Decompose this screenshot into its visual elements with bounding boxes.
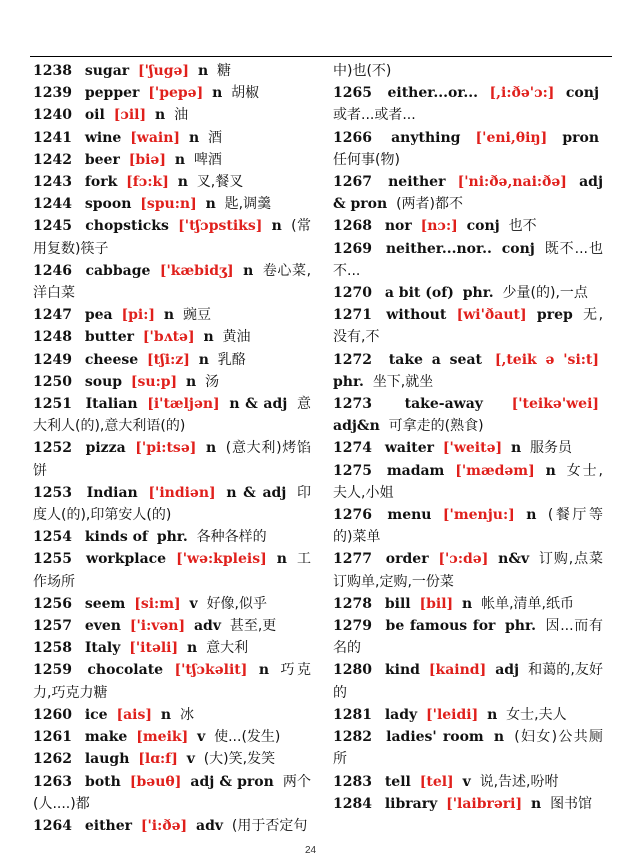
entry-phonetic: ['pepə] [148,85,204,102]
vocab-entry [333,82,603,126]
entry-word: pepper [84,85,140,102]
entry-number: 1243 [33,174,72,191]
vocab-entry [33,704,311,726]
entry-part-of-speech: conj [466,218,500,235]
entry-number: 1281 [333,706,372,723]
entry-number: 1259 [33,662,72,679]
vocab-entry [333,127,603,171]
entry-meaning: 图书馆 [550,795,593,812]
entry-phonetic: [nɔ:] [420,218,458,235]
vocab-entry [33,593,311,615]
entry-number: 1244 [33,196,72,213]
entry-number: 1258 [33,640,72,657]
vocab-entry [333,238,603,282]
entry-number: 1274 [333,440,372,457]
entry-part-of-speech: v [197,729,206,746]
entry-part-of-speech: phr. [156,529,188,546]
entry-word: pizza [85,440,126,457]
entry-meaning: 各种各样的 [196,529,267,546]
entry-meaning: 汤 [205,373,220,390]
entry-number: 1271 [333,307,372,324]
top-rule [30,56,612,57]
entry-number: 1265 [333,85,372,102]
vocab-entry [33,82,311,104]
entry-word: ice [84,706,108,723]
entry-part-of-speech: v [189,595,198,612]
entry-part-of-speech: pron [562,129,600,146]
entry-number: 1264 [33,817,72,834]
entry-phonetic: ['wə:kpleis] [176,551,267,568]
entry-part-of-speech: conj [565,85,600,102]
entry-word: nor [384,218,412,235]
entry-word: either [84,817,132,834]
entry-meaning: 可拿走的(熟食) [388,418,484,435]
entry-number: 1275 [333,462,372,479]
entry-phonetic: [wain] [130,129,181,146]
entry-meaning: 服务员 [530,440,573,457]
entry-word: both [85,773,121,790]
entry-meaning: 女士,夫人 [506,706,567,723]
vocab-entry [333,793,603,815]
entry-part-of-speech: n [531,795,542,812]
entry-part-of-speech: adj & pron [190,773,274,790]
entry-part-of-speech: n [174,151,186,168]
vocab-entry [33,726,311,748]
entry-word: spoon [84,196,132,213]
entry-phonetic: ['mædəm] [455,462,535,479]
entry-word: Indian [86,484,138,501]
vocab-entry [33,349,311,371]
vocab-entry [33,104,311,126]
entry-phonetic: ['pi:tsə] [135,440,197,457]
vocab-entry [33,171,311,193]
vocab-entry [33,371,311,393]
entry-number: 1252 [33,440,72,457]
entry-part-of-speech: phr. [505,618,536,635]
entry-word: either...or... [387,85,479,102]
entry-meaning: 匙,调羹 [224,196,272,213]
entry-word: even [84,618,121,635]
entry-meaning: 女士,夫人,小姐 [333,462,603,501]
entry-phonetic: [i'tæljən] [147,396,220,413]
entry-part-of-speech: n [186,373,197,390]
entry-phonetic: ['indiən] [148,484,216,501]
entry-number: 1267 [333,174,372,191]
entry-word: madam [386,462,445,479]
entry-meaning: 油 [174,107,189,124]
entry-word: wine [84,129,122,146]
entry-meaning: 因...而有名的 [333,618,603,657]
entry-part-of-speech: adv [193,618,221,635]
entry-meaning: 任何事(物) [333,151,400,168]
entry-number: 1276 [333,507,372,524]
entry-meaning: 说,告述,吩咐 [479,773,559,790]
entry-part-of-speech: n [545,462,556,479]
entry-number: 1249 [33,351,72,368]
entry-number: 1248 [33,329,72,346]
vocab-entry [33,748,311,770]
entry-part-of-speech: n [155,107,166,124]
entry-number: 1278 [333,595,372,612]
entry-part-of-speech: n [188,129,200,146]
entry-number: 1250 [33,373,72,390]
vocab-entry [33,215,311,259]
entry-number: 1240 [33,107,72,124]
entry-part-of-speech: n & adj [226,484,287,501]
entry-meaning: 乳酪 [217,351,246,368]
vocab-entry [33,149,311,171]
entry-part-of-speech: adj & pron [333,174,604,213]
entry-phonetic: ['ʃugə] [138,63,190,79]
entry-part-of-speech: phr. [462,285,494,302]
entry-number: 1284 [333,795,372,812]
entry-number: 1239 [33,85,72,102]
vocab-entry [33,393,311,437]
entry-part-of-speech: n [493,729,505,746]
entry-word: without [386,307,447,324]
entry-number: 1253 [33,484,72,501]
entry-word: soup [84,373,123,390]
entry-phonetic: [spu:n] [140,196,197,213]
entry-meaning: 和蔼的,友好的 [333,662,604,701]
entry-number: 1247 [33,307,72,324]
entry-part-of-speech: n [462,595,473,612]
right-column [333,60,603,815]
page-number: 24 [305,845,317,856]
vocab-entry [333,460,603,504]
entry-phonetic: [tel] [419,773,454,790]
entry-phonetic: ['itəli] [129,640,179,657]
vocab-entry [333,349,603,393]
entry-part-of-speech: adv [196,817,224,834]
entry-word: oil [84,107,105,124]
vocab-entry [33,60,311,82]
entry-part-of-speech: v [186,751,195,768]
entry-meaning: 叉,餐叉 [196,174,244,191]
entry-part-of-speech: n [205,196,216,213]
vocab-entry [333,215,603,237]
entry-word: make [84,729,128,746]
entry-meaning: 或者...或者... [333,107,416,124]
vocab-entry [333,726,603,770]
entry-part-of-speech: conj [501,240,535,257]
vocab-entry [33,437,311,481]
vocab-entry [33,548,311,592]
entry-meaning: 酒 [208,129,222,146]
entry-meaning: (意大利)烤馅饼 [33,440,312,479]
entry-part-of-speech: n [203,329,214,346]
entry-phonetic: ['ɔ:də] [438,551,489,568]
entry-phonetic: [kaind] [428,662,487,679]
entry-phonetic: ['laibrəri] [446,795,523,812]
entry-word: tell [384,773,411,790]
entry-word: order [385,551,429,568]
entry-number: 1255 [33,551,72,568]
entry-part-of-speech: n [487,706,498,723]
entry-number: 1254 [33,529,72,546]
entry-meaning: 坐下,就坐 [372,373,434,390]
entry-number: 1238 [33,63,72,79]
entry-number: 1241 [33,129,72,146]
entry-phonetic: ['menju:] [442,507,515,524]
entry-word: seem [84,595,126,612]
entry-number: 1262 [33,751,72,768]
entry-meaning: 既不...也不... [333,240,603,279]
entry-phonetic: ['tʃɔkəlit] [174,662,248,679]
vocab-entry [333,304,603,348]
entry-phonetic: ['i:vən] [129,618,186,635]
entry-part-of-speech: n [510,440,522,457]
vocab-entry [333,393,603,437]
entry-word: fork [84,174,118,191]
entry-meaning: 啤酒 [193,151,222,168]
entry-word: sugar [84,63,130,79]
entry-meaning: 中)也(不) [333,63,392,79]
vocab-entry [33,659,311,703]
entry-phonetic: [si:m] [134,595,181,612]
entry-meaning: (常用复数)筷子 [33,218,312,257]
entry-meaning: 黄油 [222,329,251,346]
entry-meaning: 甚至,更 [229,618,277,635]
entry-number: 1251 [33,396,72,413]
vocab-entry [33,771,311,815]
vocab-entry [33,193,311,215]
entry-word: bill [384,595,411,612]
entry-meaning: 胡椒 [231,85,260,102]
entry-meaning: 也不 [508,218,537,235]
vocab-entry [33,127,311,149]
entry-meaning: 订购,点菜订购单,定购,一份菜 [333,551,604,590]
entry-part-of-speech: phr. [333,373,364,390]
entry-meaning: 糖 [217,63,231,79]
entry-meaning: 卷心菜,洋白菜 [33,262,312,302]
entry-phonetic: ['weitə] [442,440,503,457]
entry-word: butter [84,329,135,346]
entry-word: a bit (of) [384,285,454,302]
entry-number: 1263 [33,773,72,790]
entry-part-of-speech: n [160,706,172,723]
vocab-entry [333,615,603,659]
vocab-entry [333,659,603,703]
vocab-entry [333,548,603,592]
entry-word: kinds of [84,529,148,546]
entry-part-of-speech: v [462,773,471,790]
entry-meaning: 好像,似乎 [206,595,268,612]
vocab-entry [333,504,603,548]
entry-number: 1279 [333,618,372,635]
entry-part-of-speech: n [177,174,188,191]
entry-number: 1246 [33,262,72,279]
entry-meaning: (两者)都不 [396,196,464,213]
entry-phonetic: ['leidi] [426,706,479,723]
entry-word: workplace [86,551,167,568]
entry-number: 1280 [333,662,372,679]
entry-word: be famous for [385,618,496,635]
entry-part-of-speech: n & adj [229,396,288,413]
entry-number: 1257 [33,618,72,635]
entry-phonetic: [ais] [116,706,152,723]
entry-meaning: 意大利人(的),意大利语(的) [33,396,311,435]
entry-part-of-speech: n [198,351,209,368]
entry-phonetic: [biə] [128,151,166,168]
entry-phonetic: ['kæbidʒ] [159,262,234,279]
vocab-entry [33,482,311,526]
entry-number: 1245 [33,218,72,235]
entry-part-of-speech: n [197,63,209,79]
entry-phonetic: ['tʃɔpstiks] [178,218,263,235]
entry-meaning: 两个(人....)都 [33,773,312,812]
entry-number: 1256 [33,595,72,612]
entry-phonetic: [,i:ðə'ɔ:] [489,85,555,102]
entry-meaning: 工作场所 [33,551,311,590]
entry-phonetic: [tʃi:z] [147,351,190,368]
vocab-entry [333,771,603,793]
entry-part-of-speech: n [163,307,175,324]
entry-word: take-away [404,396,483,413]
vocab-entry [333,437,603,459]
vocab-entry [33,815,311,837]
entry-number: 1270 [333,285,372,302]
entry-meaning: (大)笑,发笑 [203,751,276,768]
entry-word: laugh [84,751,130,768]
entry-part-of-speech: n [212,85,223,102]
entry-phonetic: [meik] [136,729,189,746]
entry-meaning: (妇女)公共厕所 [333,729,603,768]
entry-number: 1277 [333,551,372,568]
entry-word: library [384,795,438,812]
vocab-entry [33,637,311,659]
entry-number: 1261 [33,729,72,746]
entry-word: pea [84,307,113,324]
entry-word: chocolate [87,662,164,679]
entry-phonetic: [bəuθ] [129,773,182,790]
entry-part-of-speech: n [258,662,270,679]
entry-part-of-speech: prep [536,307,573,324]
entry-part-of-speech: n&v [498,551,530,568]
entry-phonetic: ['i:ðə] [140,817,188,834]
entry-word: Italy [84,640,121,657]
vocab-entry [33,615,311,637]
entry-word: beer [84,151,120,168]
entry-word: chopsticks [85,218,169,235]
entry-part-of-speech: n [271,218,282,235]
entry-phonetic: ['ni:ðə,nai:ðə] [457,174,567,191]
entry-phonetic: [bil] [419,595,454,612]
entry-number: 1268 [333,218,372,235]
entry-number: 1282 [333,729,372,746]
entry-meaning: (用于否定句 [231,817,308,834]
entry-phonetic: ['bʌtə] [142,329,195,346]
entry-number: 1266 [333,129,372,146]
entry-phonetic: [pi:] [121,307,156,324]
entry-phonetic: [wi'ðaut] [456,307,527,324]
entry-phonetic: [,teik ə 'si:t] [494,351,600,368]
vocab-entry [333,704,603,726]
vocab-entry [333,282,603,304]
entry-part-of-speech: adj [495,662,520,679]
entry-word: take a seat [388,351,482,368]
entry-meaning: 无,没有,不 [333,307,604,346]
entry-phonetic: ['teikə'wei] [511,396,600,413]
entry-meaning: 冰 [179,706,194,723]
vocab-entry [333,60,603,82]
entry-part-of-speech: n [526,507,537,524]
entry-number: 1242 [33,151,72,168]
entry-number: 1269 [333,240,372,257]
entry-word: menu [387,507,432,524]
entry-part-of-speech: adj&n [333,418,380,435]
entry-part-of-speech: n [205,440,217,457]
vocab-entry [33,326,311,348]
entry-phonetic: [fɔ:k] [126,174,169,191]
entry-word: Italian [85,396,138,413]
entry-word: kind [384,662,420,679]
entry-word: neither [388,174,446,191]
entry-part-of-speech: n [243,262,254,279]
entry-word: cheese [84,351,139,368]
entry-phonetic: [su:p] [130,373,178,390]
entry-phonetic: [lɑ:f] [138,751,178,768]
entry-number: 1260 [33,706,72,723]
entry-meaning: 帐单,清单,纸币 [481,595,574,612]
vocab-entry [33,304,311,326]
entry-word: anything [391,129,461,146]
entry-number: 1272 [333,351,372,368]
entry-number: 1283 [333,773,372,790]
entry-number: 1273 [333,396,372,413]
vocab-entry [333,171,603,215]
vocab-entry [33,526,311,548]
vocab-entry [333,593,603,615]
entry-meaning: 使...(发生) [214,729,281,746]
entry-part-of-speech: n [187,640,198,657]
entry-meaning: 印度人(的),印第安人(的) [33,484,312,524]
left-column [33,60,311,837]
entry-word: waiter [384,440,435,457]
vocab-entry [33,260,311,304]
entry-meaning: 意大利 [206,640,249,657]
entry-meaning: 巧克力,巧克力糖 [33,662,312,701]
entry-meaning: 豌豆 [182,307,211,324]
entry-word: ladies' room [386,729,484,746]
entry-phonetic: [ɔil] [113,107,147,124]
entry-part-of-speech: n [276,551,287,568]
entry-word: lady [384,706,418,723]
entry-word: cabbage [85,262,151,279]
entry-phonetic: ['eni,θiŋ] [475,129,548,146]
entry-word: neither...nor.. [385,240,492,257]
entry-meaning: 少量(的),一点 [502,285,588,302]
entry-meaning: (餐厅等的)菜单 [333,507,603,546]
